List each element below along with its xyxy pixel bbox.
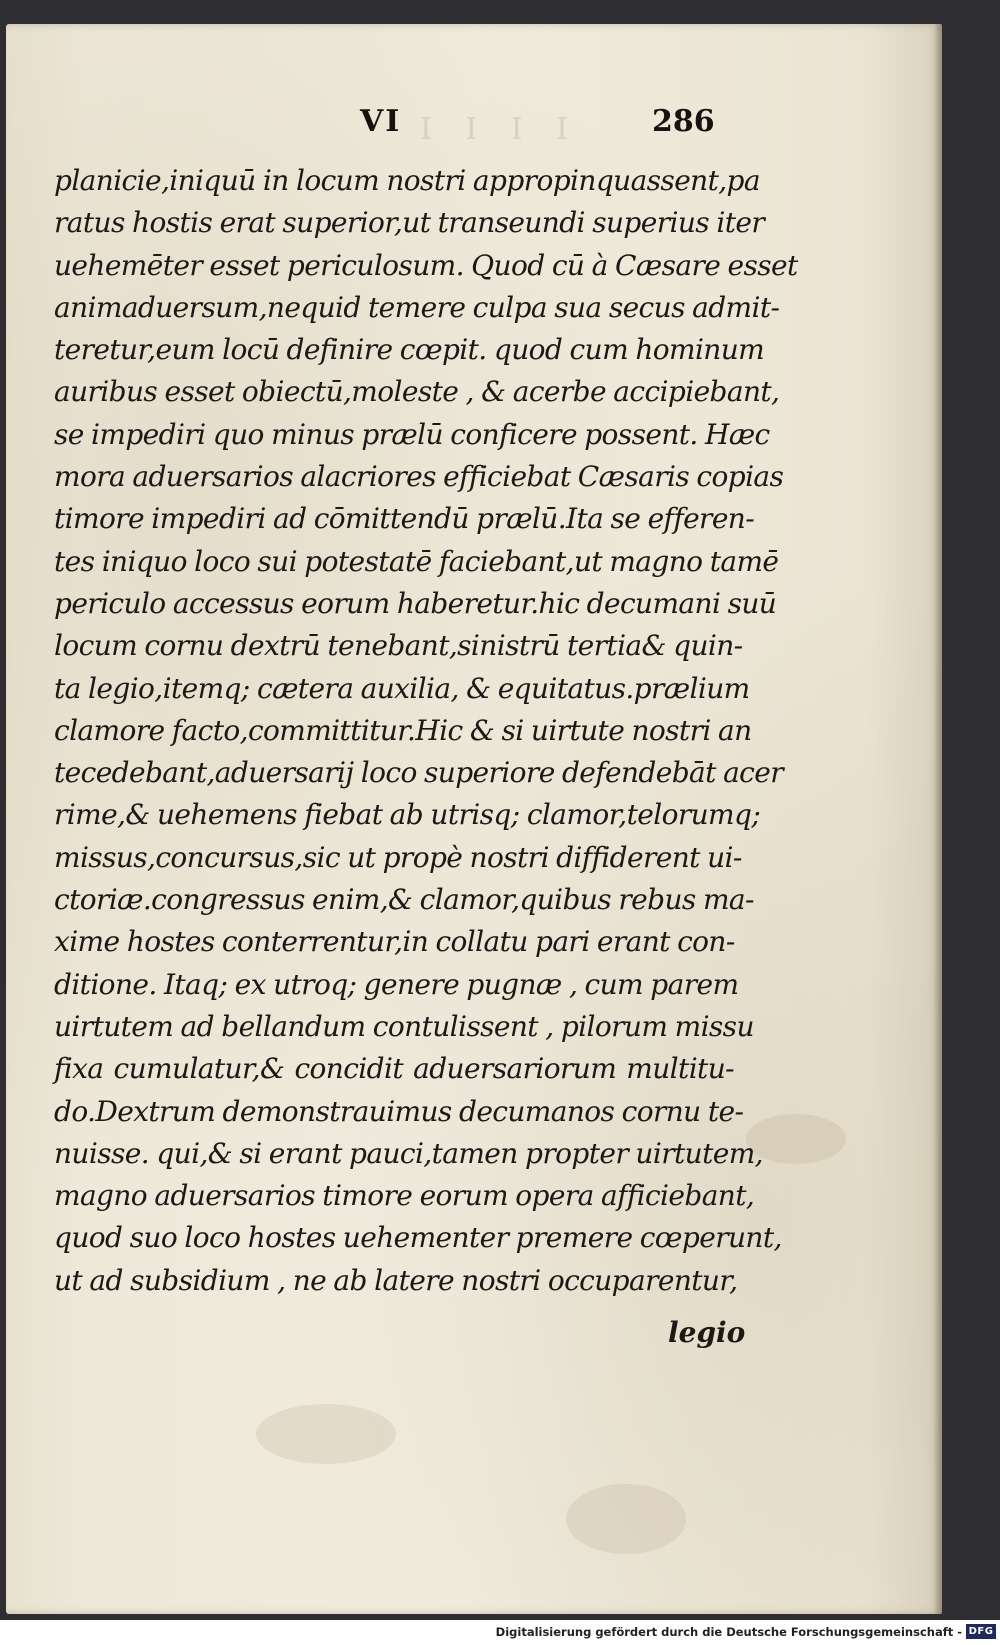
body-text bbox=[54, 160, 798, 1302]
text-line: ctoriæ.congressus enim,& clamor,quibus rebus ma- bbox=[54, 883, 754, 917]
text-line: ta legio,itemq; cætera auxilia, & equitatus.prælium bbox=[54, 671, 750, 705]
show-through-text: I I I I bbox=[420, 112, 581, 147]
dfg-logo-icon[interactable]: DFG bbox=[966, 1624, 996, 1639]
text-line: timore impediri ad cōmittendū prælū.Ita se efferen- bbox=[54, 502, 755, 536]
text-line: do.Dextrum demonstrauimus decumanos cornu te- bbox=[54, 1094, 744, 1128]
text-line: auribus esset obiectū,moleste , & acerbe accipiebant, bbox=[54, 375, 780, 409]
catchword: legio bbox=[668, 1316, 746, 1349]
text-line: uirtutem ad bellandum contulissent , pilorum missu bbox=[54, 1009, 754, 1043]
text-line: magno aduersarios timore eorum opera afficiebant, bbox=[54, 1179, 755, 1213]
text-line: ditione. Itaq; ex utroq; genere pugnæ , cum parem bbox=[54, 967, 739, 1001]
running-head: VI bbox=[360, 104, 402, 139]
text-line: periculo accessus eorum haberetur.hic decumani suū bbox=[54, 586, 777, 620]
text-line: se impediri quo minus prælū conficere possent. Hæc bbox=[54, 417, 770, 451]
text-line: ratus hostis erat superior,ut transeundi superius iter bbox=[54, 206, 765, 240]
text-line: clamore facto,committitur.Hic & si uirtute nostri an bbox=[54, 713, 752, 747]
page-edge-shadow bbox=[934, 24, 942, 1614]
page-number: 286 bbox=[652, 104, 715, 139]
text-line: missus,concursus,sic ut propè nostri diffiderent ui- bbox=[54, 840, 742, 874]
text-line: rime,& uehemens fiebat ab utrisq; clamor,telorumq; bbox=[54, 798, 761, 832]
text-line: planicie,iniquū in locum nostri appropinquassent,pa bbox=[54, 164, 760, 197]
text-line: mora aduersarios alacriores efficiebat Cæsaris copias bbox=[54, 460, 784, 494]
text-line: xime hostes conterrentur,in collatu pari erant con- bbox=[54, 925, 735, 959]
text-line: nuisse. qui,& si erant pauci,tamen propter uirtutem, bbox=[54, 1136, 763, 1170]
text-line: animaduersum,nequid temere culpa sua secus admit- bbox=[54, 290, 780, 324]
paper-stain bbox=[256, 1404, 396, 1464]
text-line: fixa cumulatur,& concidit aduersariorum multitu- bbox=[54, 1052, 734, 1086]
text-line: tes iniquo loco sui potestatē faciebant,ut magno tamē bbox=[54, 544, 779, 578]
funding-credit: Digitalisierung gefördert durch die Deutsche Forschungsgemeinschaft - bbox=[495, 1625, 962, 1639]
footer-bar bbox=[0, 1620, 1000, 1645]
text-line: locum cornu dextrū tenebant,sinistrū tertia& quin- bbox=[54, 629, 743, 663]
text-line: quod suo loco hostes uehementer premere cœperunt, bbox=[54, 1221, 782, 1255]
paper-stain bbox=[566, 1484, 686, 1554]
text-line: tecedebant,aduersarij loco superiore defendebāt acer bbox=[54, 756, 784, 790]
text-line: ut ad subsidium , ne ab latere nostri occuparentur, bbox=[54, 1263, 738, 1297]
text-line: teretur,eum locū definire cœpit. quod cum hominum bbox=[54, 333, 765, 367]
text-line: uehemēter esset periculosum. Quod cū à Cæsare esset bbox=[54, 248, 798, 282]
